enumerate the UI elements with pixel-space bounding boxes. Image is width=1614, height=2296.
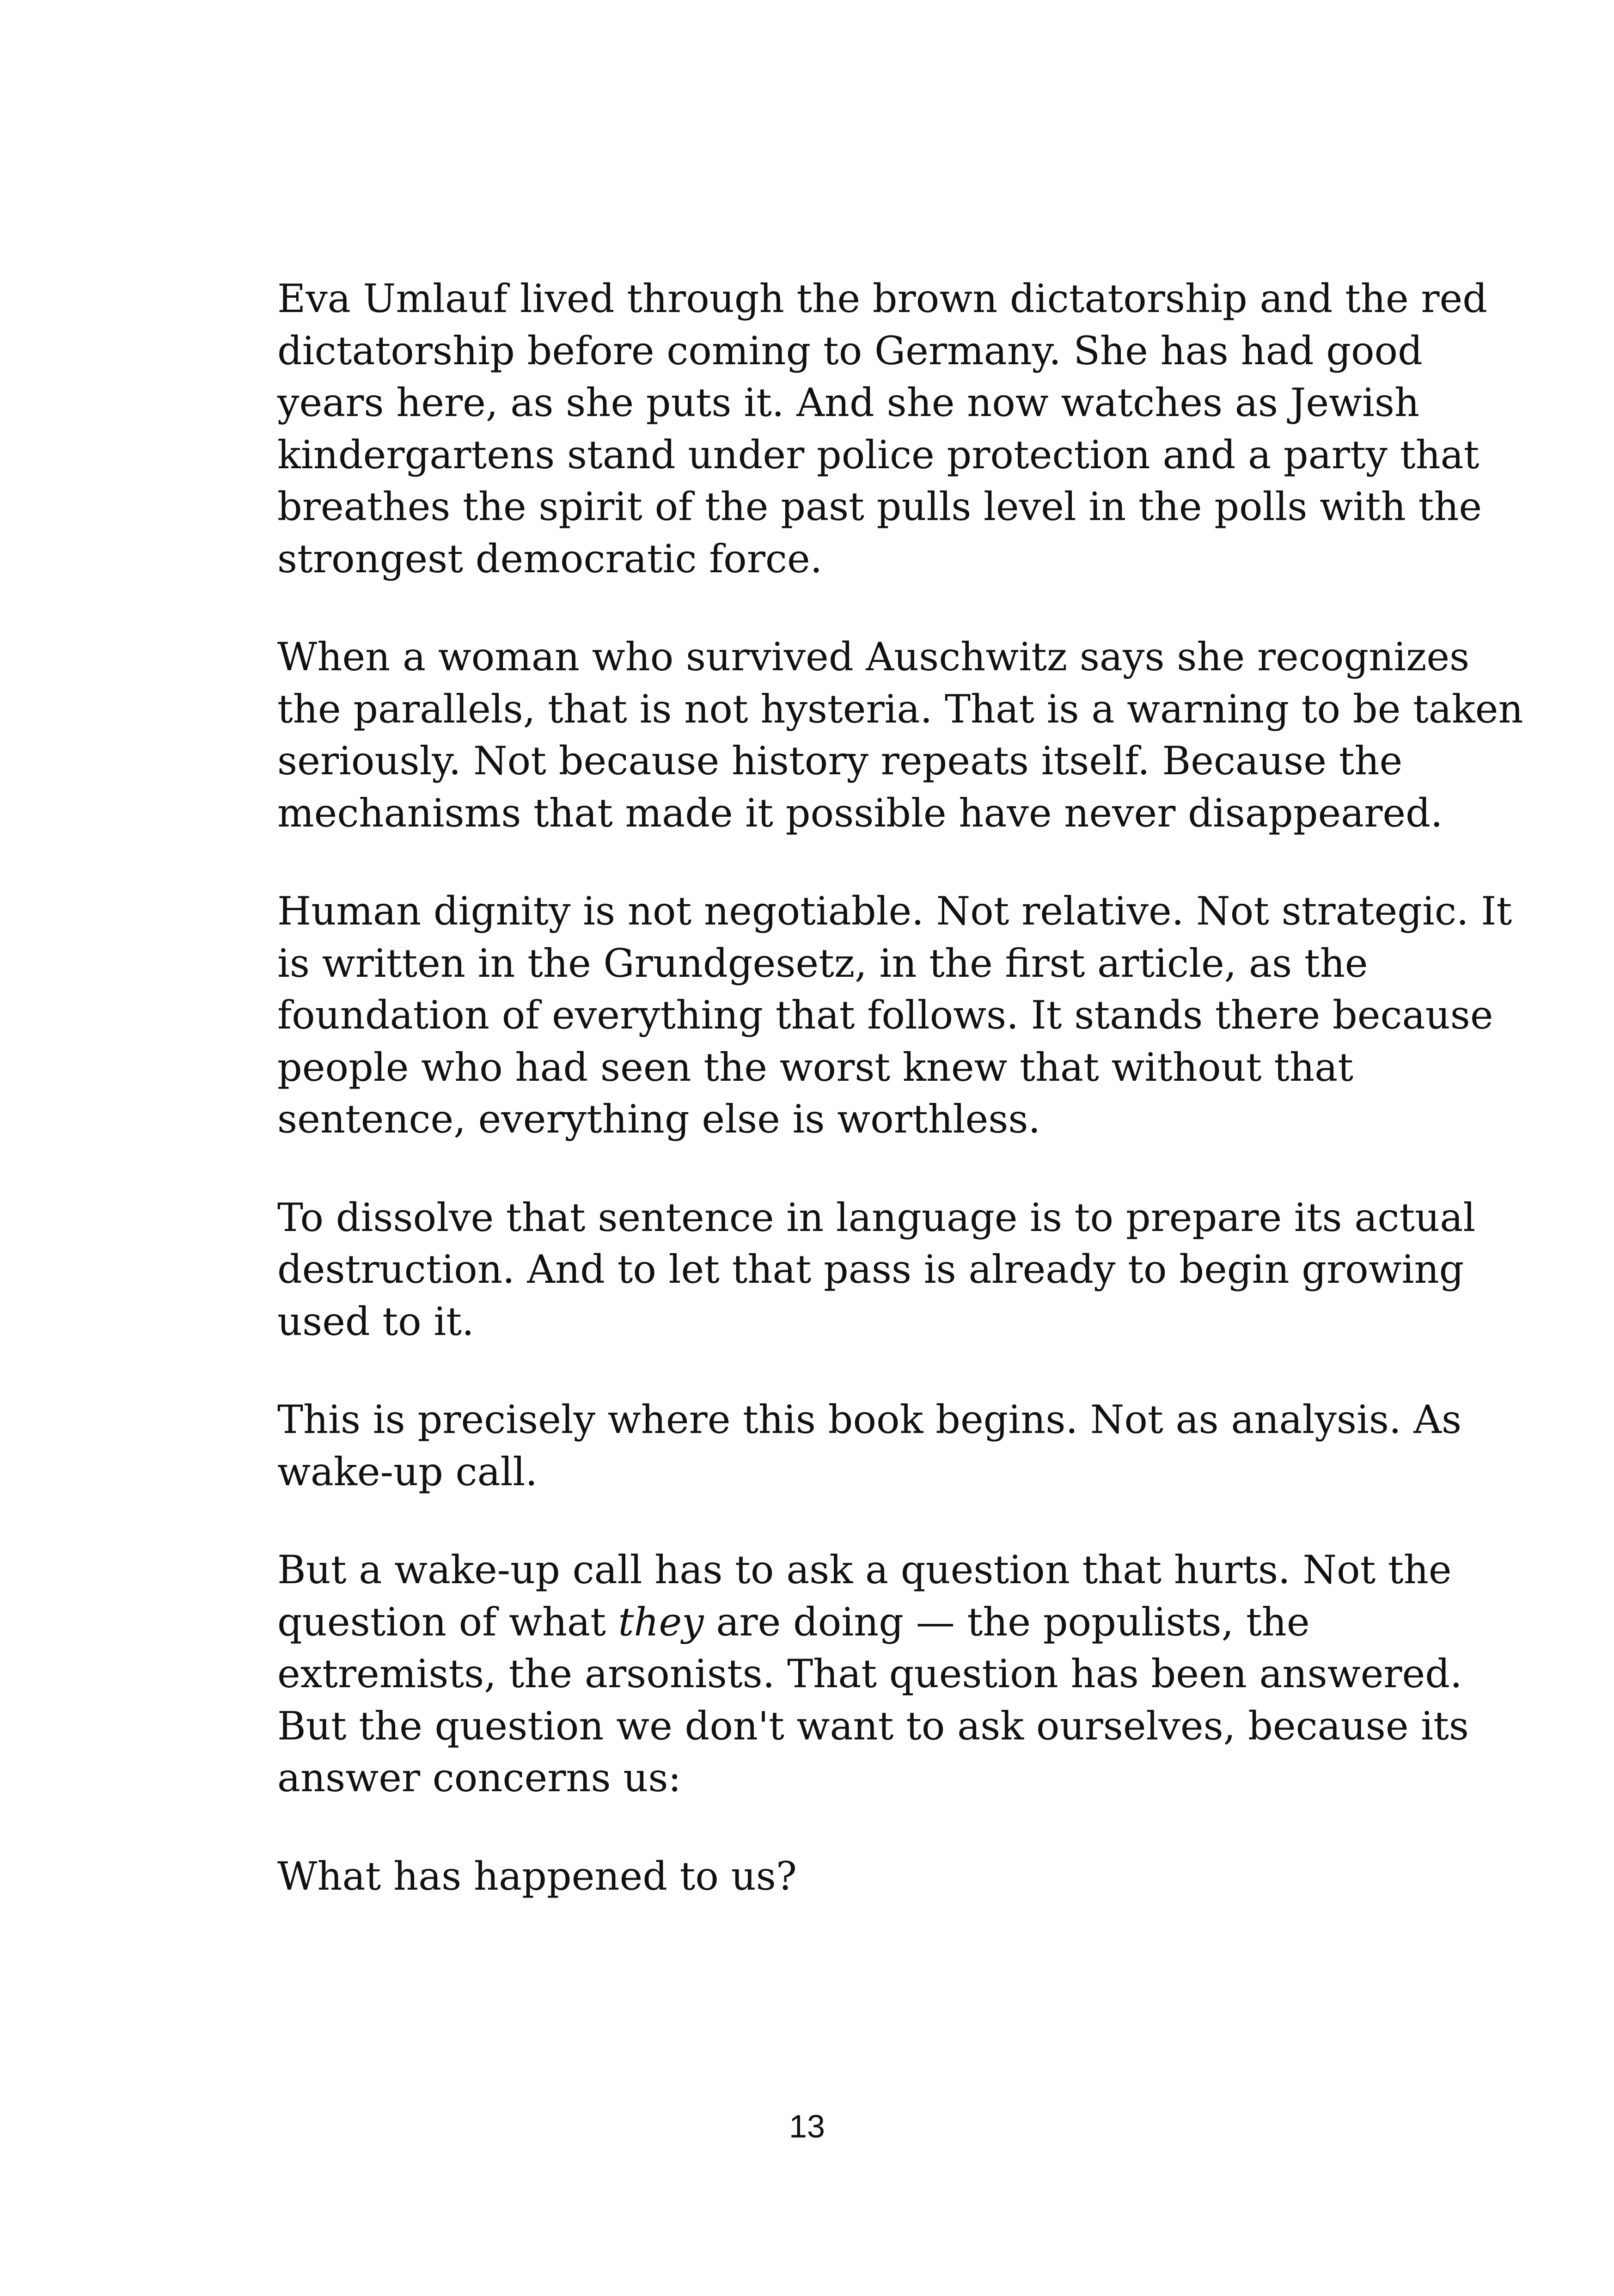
text-line: seriously. Not because history repeats itself. Because the <box>277 738 1403 784</box>
paragraph <box>277 885 1512 1145</box>
body-text <box>277 273 1523 1902</box>
text-line: dictatorship before coming to Germany. She has had good <box>277 328 1423 373</box>
text-line: strongest democratic force. <box>277 536 823 582</box>
paragraph <box>277 273 1488 585</box>
text-line: used to it. <box>277 1298 474 1344</box>
text-line: But a wake-up call has to ask a question that hurts. Not the <box>277 1547 1452 1592</box>
text-line: years here, as she puts it. And she now watches as Jewish <box>277 380 1420 425</box>
emphasized-word: they <box>618 1599 704 1645</box>
text-segment: question of what <box>277 1599 618 1645</box>
paragraph <box>277 1850 1359 1903</box>
paragraph <box>277 1192 1476 1348</box>
paragraph <box>277 1544 1469 1804</box>
text-line: is written in the Grundgesetz, in the first article, as the <box>277 940 1368 986</box>
text-line: This is precisely where this book begins. Not as analysis. As <box>277 1397 1462 1442</box>
text-line: Eva Umlauf lived through the brown dictatorship and the red <box>277 276 1488 321</box>
text-line: Human dignity is not negotiable. Not relative. Not strategic. It <box>277 888 1512 934</box>
text-line: destruction. And to let that pass is already to begin growing <box>277 1247 1464 1292</box>
text-line: kindergartens stand under police protection and a party that <box>277 432 1480 478</box>
text-line: mechanisms that made it possible have never disappeared. <box>277 790 1443 836</box>
paragraph <box>277 1394 1462 1498</box>
text-line: wake-up call. <box>277 1449 538 1494</box>
text-line <box>277 1596 1359 1648</box>
page-number: 13 <box>789 2108 825 2144</box>
text-line: sentence, everything else is worthless. <box>277 1096 1041 1142</box>
paragraph <box>277 631 1523 839</box>
text-line: the parallels, that is not hysteria. That is a warning to be taken <box>277 686 1523 732</box>
text-line: extremists, the arsonists. That question has been answered. <box>277 1651 1462 1696</box>
text-line: To dissolve that sentence in language is to prepare its actual <box>277 1194 1476 1240</box>
text-line: answer concerns us: <box>277 1755 681 1800</box>
text-line: But the question we don't want to ask ourselves, because its <box>277 1703 1469 1749</box>
text-line: foundation of everything that follows. It stands there because <box>277 992 1493 1038</box>
text-line: What has happened to us? <box>277 1853 797 1899</box>
text-line: people who had seen the worst knew that without that <box>277 1044 1353 1090</box>
text-segment: are doing — the populists, the <box>703 1599 1310 1645</box>
text-line: When a woman who survived Auschwitz says she recognizes <box>277 634 1470 680</box>
text-line: breathes the spirit of the past pulls level in the polls with the <box>277 484 1482 529</box>
